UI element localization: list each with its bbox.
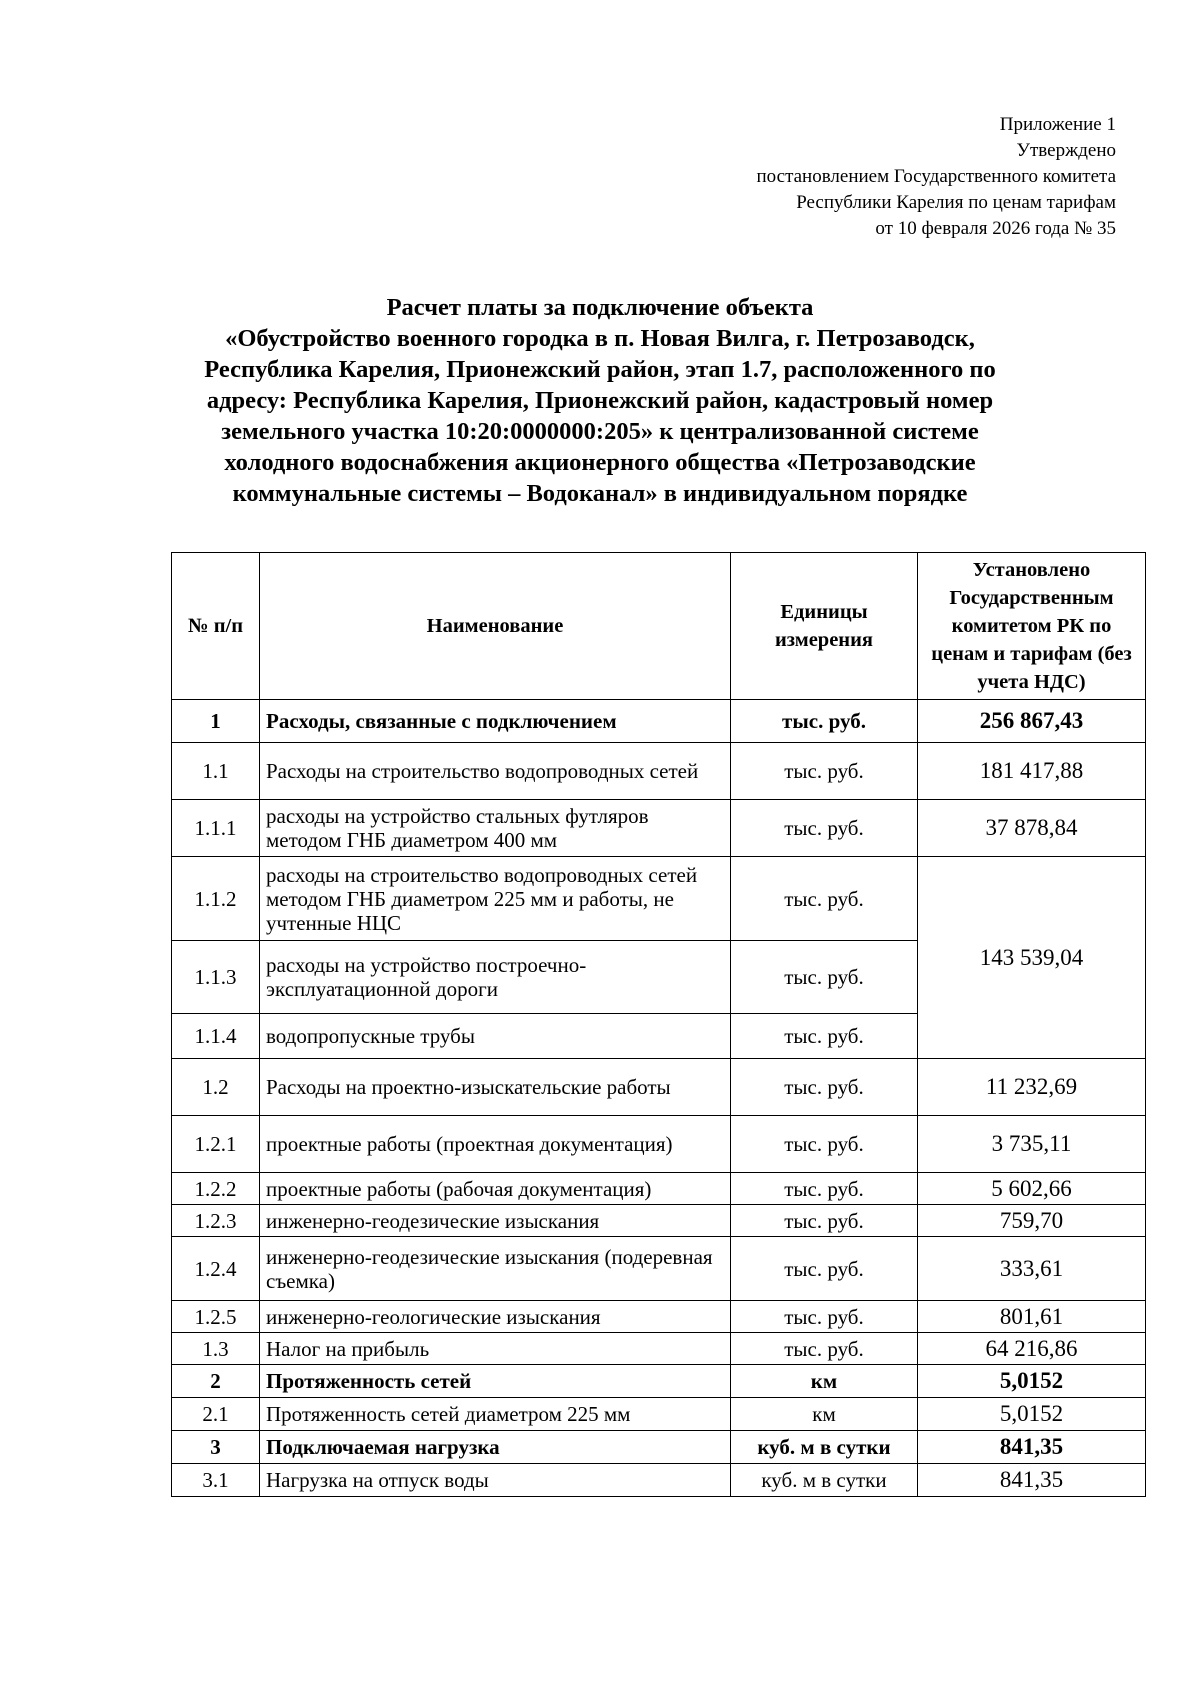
row-num: 1.2.4 bbox=[172, 1237, 260, 1301]
row-num: 1.2.2 bbox=[172, 1173, 260, 1205]
row-name: инженерно-геодезические изыскания bbox=[260, 1205, 731, 1237]
approval-line: Утверждено bbox=[1016, 140, 1116, 161]
title-line: земельного участка 10:20:0000000:205» к централизованной системе bbox=[221, 418, 979, 445]
row-unit: тыс. руб. bbox=[731, 1173, 918, 1205]
row-unit: тыс. руб. bbox=[731, 700, 918, 743]
row-num: 1.2.3 bbox=[172, 1205, 260, 1237]
document-title bbox=[130, 292, 1070, 509]
row-unit: тыс. руб. bbox=[731, 1205, 918, 1237]
title-line: коммунальные системы – Водоканал» в индивидуальном порядке bbox=[232, 480, 968, 507]
row-num: 1.2 bbox=[172, 1059, 260, 1116]
row-unit: км bbox=[731, 1398, 918, 1431]
row-name: Протяженность сетей bbox=[260, 1365, 731, 1398]
calculation-table bbox=[171, 552, 1146, 1497]
title-line: адресу: Республика Карелия, Прионежский район, кадастровый номер bbox=[206, 387, 994, 414]
row-value: 64 216,86 bbox=[918, 1333, 1146, 1365]
row-name: Расходы, связанные с подключением bbox=[260, 700, 731, 743]
header-value: Установлено Государственным комитетом РК по ценам и тарифам (без учета НДС) bbox=[918, 553, 1146, 700]
row-unit: тыс. руб. bbox=[731, 1014, 918, 1059]
table-row bbox=[172, 1464, 1146, 1497]
row-num: 2.1 bbox=[172, 1398, 260, 1431]
table-row bbox=[172, 700, 1146, 743]
row-unit: тыс. руб. bbox=[731, 800, 918, 857]
row-name: расходы на устройство построечно-эксплуатационной дороги bbox=[260, 941, 731, 1014]
table-row bbox=[172, 1301, 1146, 1333]
row-name: инженерно-геологические изыскания bbox=[260, 1301, 731, 1333]
row-unit: тыс. руб. bbox=[731, 1237, 918, 1301]
row-num: 1.1.1 bbox=[172, 800, 260, 857]
row-name: Налог на прибыль bbox=[260, 1333, 731, 1365]
row-unit: тыс. руб. bbox=[731, 941, 918, 1014]
approval-line: Приложение 1 bbox=[999, 114, 1116, 135]
row-name: инженерно-геодезические изыскания (подеревная съемка) bbox=[260, 1237, 731, 1301]
row-num: 1 bbox=[172, 700, 260, 743]
row-num: 1.2.1 bbox=[172, 1116, 260, 1173]
header-name: Наименование bbox=[260, 553, 731, 700]
title-line: Республика Карелия, Прионежский район, этап 1.7, расположенного по bbox=[204, 356, 996, 383]
row-value: 3 735,11 bbox=[918, 1116, 1146, 1173]
table-row bbox=[172, 743, 1146, 800]
row-num: 1.1 bbox=[172, 743, 260, 800]
table-row bbox=[172, 1365, 1146, 1398]
row-num: 1.1.4 bbox=[172, 1014, 260, 1059]
row-unit: тыс. руб. bbox=[731, 857, 918, 941]
row-unit: куб. м в сутки bbox=[731, 1431, 918, 1464]
table-row bbox=[172, 1398, 1146, 1431]
row-unit: тыс. руб. bbox=[731, 743, 918, 800]
header-unit: Единицы измерения bbox=[731, 553, 918, 700]
row-unit: тыс. руб. bbox=[731, 1059, 918, 1116]
row-name: водопропускные трубы bbox=[260, 1014, 731, 1059]
row-value: 181 417,88 bbox=[918, 743, 1146, 800]
row-unit: тыс. руб. bbox=[731, 1116, 918, 1173]
row-value-merged: 143 539,04 bbox=[918, 857, 1146, 1059]
table-row bbox=[172, 1205, 1146, 1237]
row-name: Протяженность сетей диаметром 225 мм bbox=[260, 1398, 731, 1431]
row-name: расходы на устройство стальных футляров методом ГНБ диаметром 400 мм bbox=[260, 800, 731, 857]
table-row bbox=[172, 1116, 1146, 1173]
row-value: 37 878,84 bbox=[918, 800, 1146, 857]
title-line: Расчет платы за подключение объекта bbox=[386, 294, 814, 321]
row-name: проектные работы (проектная документация) bbox=[260, 1116, 731, 1173]
table-row bbox=[172, 1173, 1146, 1205]
approval-block bbox=[757, 112, 1117, 242]
header-num: № п/п bbox=[172, 553, 260, 700]
row-num: 1.3 bbox=[172, 1333, 260, 1365]
row-value: 5,0152 bbox=[918, 1365, 1146, 1398]
approval-line: Республики Карелия по ценам тарифам bbox=[796, 192, 1116, 213]
row-value: 5,0152 bbox=[918, 1398, 1146, 1431]
row-name: Подключаемая нагрузка bbox=[260, 1431, 731, 1464]
row-value: 759,70 bbox=[918, 1205, 1146, 1237]
row-name: Расходы на проектно-изыскательские работы bbox=[260, 1059, 731, 1116]
row-num: 1.1.2 bbox=[172, 857, 260, 941]
title-line: «Обустройство военного городка в п. Новая Вилга, г. Петрозаводск, bbox=[225, 325, 975, 352]
row-value: 256 867,43 bbox=[918, 700, 1146, 743]
row-num: 3.1 bbox=[172, 1464, 260, 1497]
row-unit: куб. м в сутки bbox=[731, 1464, 918, 1497]
table-row bbox=[172, 1333, 1146, 1365]
row-value: 801,61 bbox=[918, 1301, 1146, 1333]
row-value: 841,35 bbox=[918, 1464, 1146, 1497]
row-value: 5 602,66 bbox=[918, 1173, 1146, 1205]
row-value: 841,35 bbox=[918, 1431, 1146, 1464]
row-unit: км bbox=[731, 1365, 918, 1398]
approval-line: постановлением Государственного комитета bbox=[756, 166, 1116, 187]
approval-line: от 10 февраля 2026 года № 35 bbox=[875, 218, 1116, 239]
title-line: холодного водоснабжения акционерного общества «Петрозаводские bbox=[224, 449, 976, 476]
table-row bbox=[172, 1237, 1146, 1301]
row-unit: тыс. руб. bbox=[731, 1333, 918, 1365]
row-value: 11 232,69 bbox=[918, 1059, 1146, 1116]
table-row bbox=[172, 857, 1146, 941]
table-header-row bbox=[172, 553, 1146, 700]
table-row bbox=[172, 800, 1146, 857]
row-value: 333,61 bbox=[918, 1237, 1146, 1301]
table-row bbox=[172, 1059, 1146, 1116]
row-name: Расходы на строительство водопроводных сетей bbox=[260, 743, 731, 800]
row-name: проектные работы (рабочая документация) bbox=[260, 1173, 731, 1205]
row-unit: тыс. руб. bbox=[731, 1301, 918, 1333]
row-num: 2 bbox=[172, 1365, 260, 1398]
row-num: 1.1.3 bbox=[172, 941, 260, 1014]
row-num: 1.2.5 bbox=[172, 1301, 260, 1333]
row-num: 3 bbox=[172, 1431, 260, 1464]
row-name: Нагрузка на отпуск воды bbox=[260, 1464, 731, 1497]
row-name: расходы на строительство водопроводных сетей методом ГНБ диаметром 225 мм и работы, не учтенные НЦС bbox=[260, 857, 731, 941]
table-row bbox=[172, 1431, 1146, 1464]
